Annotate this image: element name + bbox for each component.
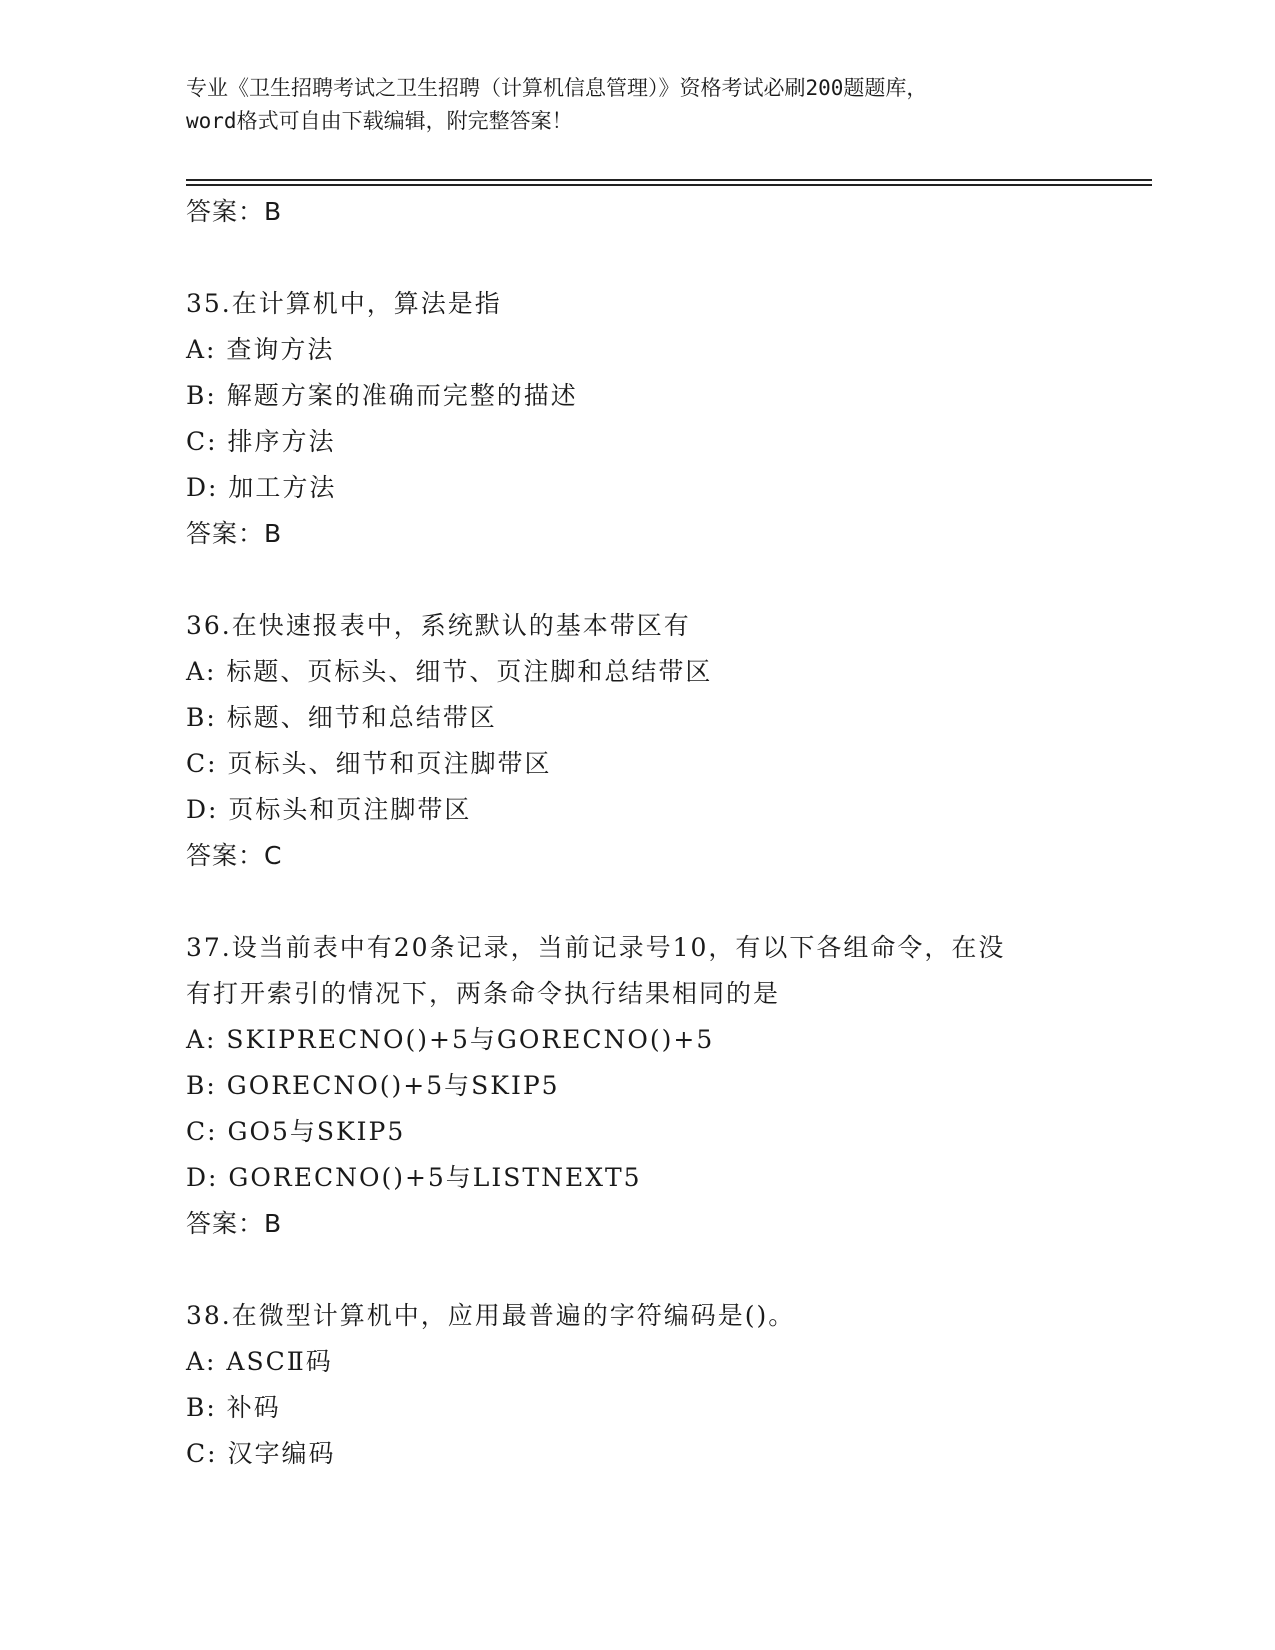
- option-36-c: C: 页标头、细节和页注脚带区: [186, 749, 552, 778]
- header-divider-top: [186, 179, 1152, 181]
- option-38-b: B: 补码: [186, 1393, 281, 1422]
- option-37-c: C: GO5与SKIP5: [186, 1117, 406, 1146]
- spacer: [186, 557, 1086, 603]
- answer-36: 答案：C: [186, 841, 283, 870]
- document-header: [186, 72, 1146, 138]
- question-37-line-1: 37.设当前表中有20条记录，当前记录号10，有以下各组命令，在没: [186, 933, 1006, 962]
- question-37-line-2: 有打开索引的情况下，两条命令执行结果相同的是: [186, 979, 781, 1008]
- answer-37: 答案：B: [186, 1209, 283, 1238]
- spacer: [186, 879, 1086, 925]
- option-38-c: C: 汉字编码: [186, 1439, 336, 1468]
- option-35-c: C: 排序方法: [186, 427, 336, 456]
- option-36-d: D: 页标头和页注脚带区: [186, 795, 472, 824]
- option-35-b: B: 解题方案的准确而完整的描述: [186, 381, 578, 410]
- option-35-d: D: 加工方法: [186, 473, 337, 502]
- question-35: 35.在计算机中，算法是指: [186, 289, 502, 318]
- answer-35: 答案：B: [186, 519, 283, 548]
- option-36-a: A: 标题、页标头、细节、页注脚和总结带区: [186, 657, 713, 686]
- header-title-line-2: word格式可自由下载编辑，附完整答案！: [186, 109, 573, 133]
- header-title-line-1: 专业《卫生招聘考试之卫生招聘（计算机信息管理）》资格考试必刷200题题库，: [186, 76, 928, 100]
- option-37-a: A: SKIPRECNO()+5与GORECNO()+5: [186, 1025, 715, 1054]
- question-38: 38.在微型计算机中，应用最普遍的字符编码是()。: [186, 1301, 796, 1330]
- spacer: [186, 1247, 1086, 1293]
- option-37-d: D: GORECNO()+5与LISTNEXT5: [186, 1163, 642, 1192]
- question-36: 36.在快速报表中，系统默认的基本带区有: [186, 611, 691, 640]
- option-38-a: A: ASCⅡ码: [186, 1347, 333, 1376]
- option-37-b: B: GORECNO()+5与SKIP5: [186, 1071, 560, 1100]
- spacer: [186, 235, 1086, 281]
- header-divider-bottom: [186, 184, 1152, 186]
- option-35-a: A: 查询方法: [186, 335, 335, 364]
- option-36-b: B: 标题、细节和总结带区: [186, 703, 497, 732]
- answer-34: 答案：B: [186, 197, 283, 226]
- question-list: [186, 189, 1086, 1477]
